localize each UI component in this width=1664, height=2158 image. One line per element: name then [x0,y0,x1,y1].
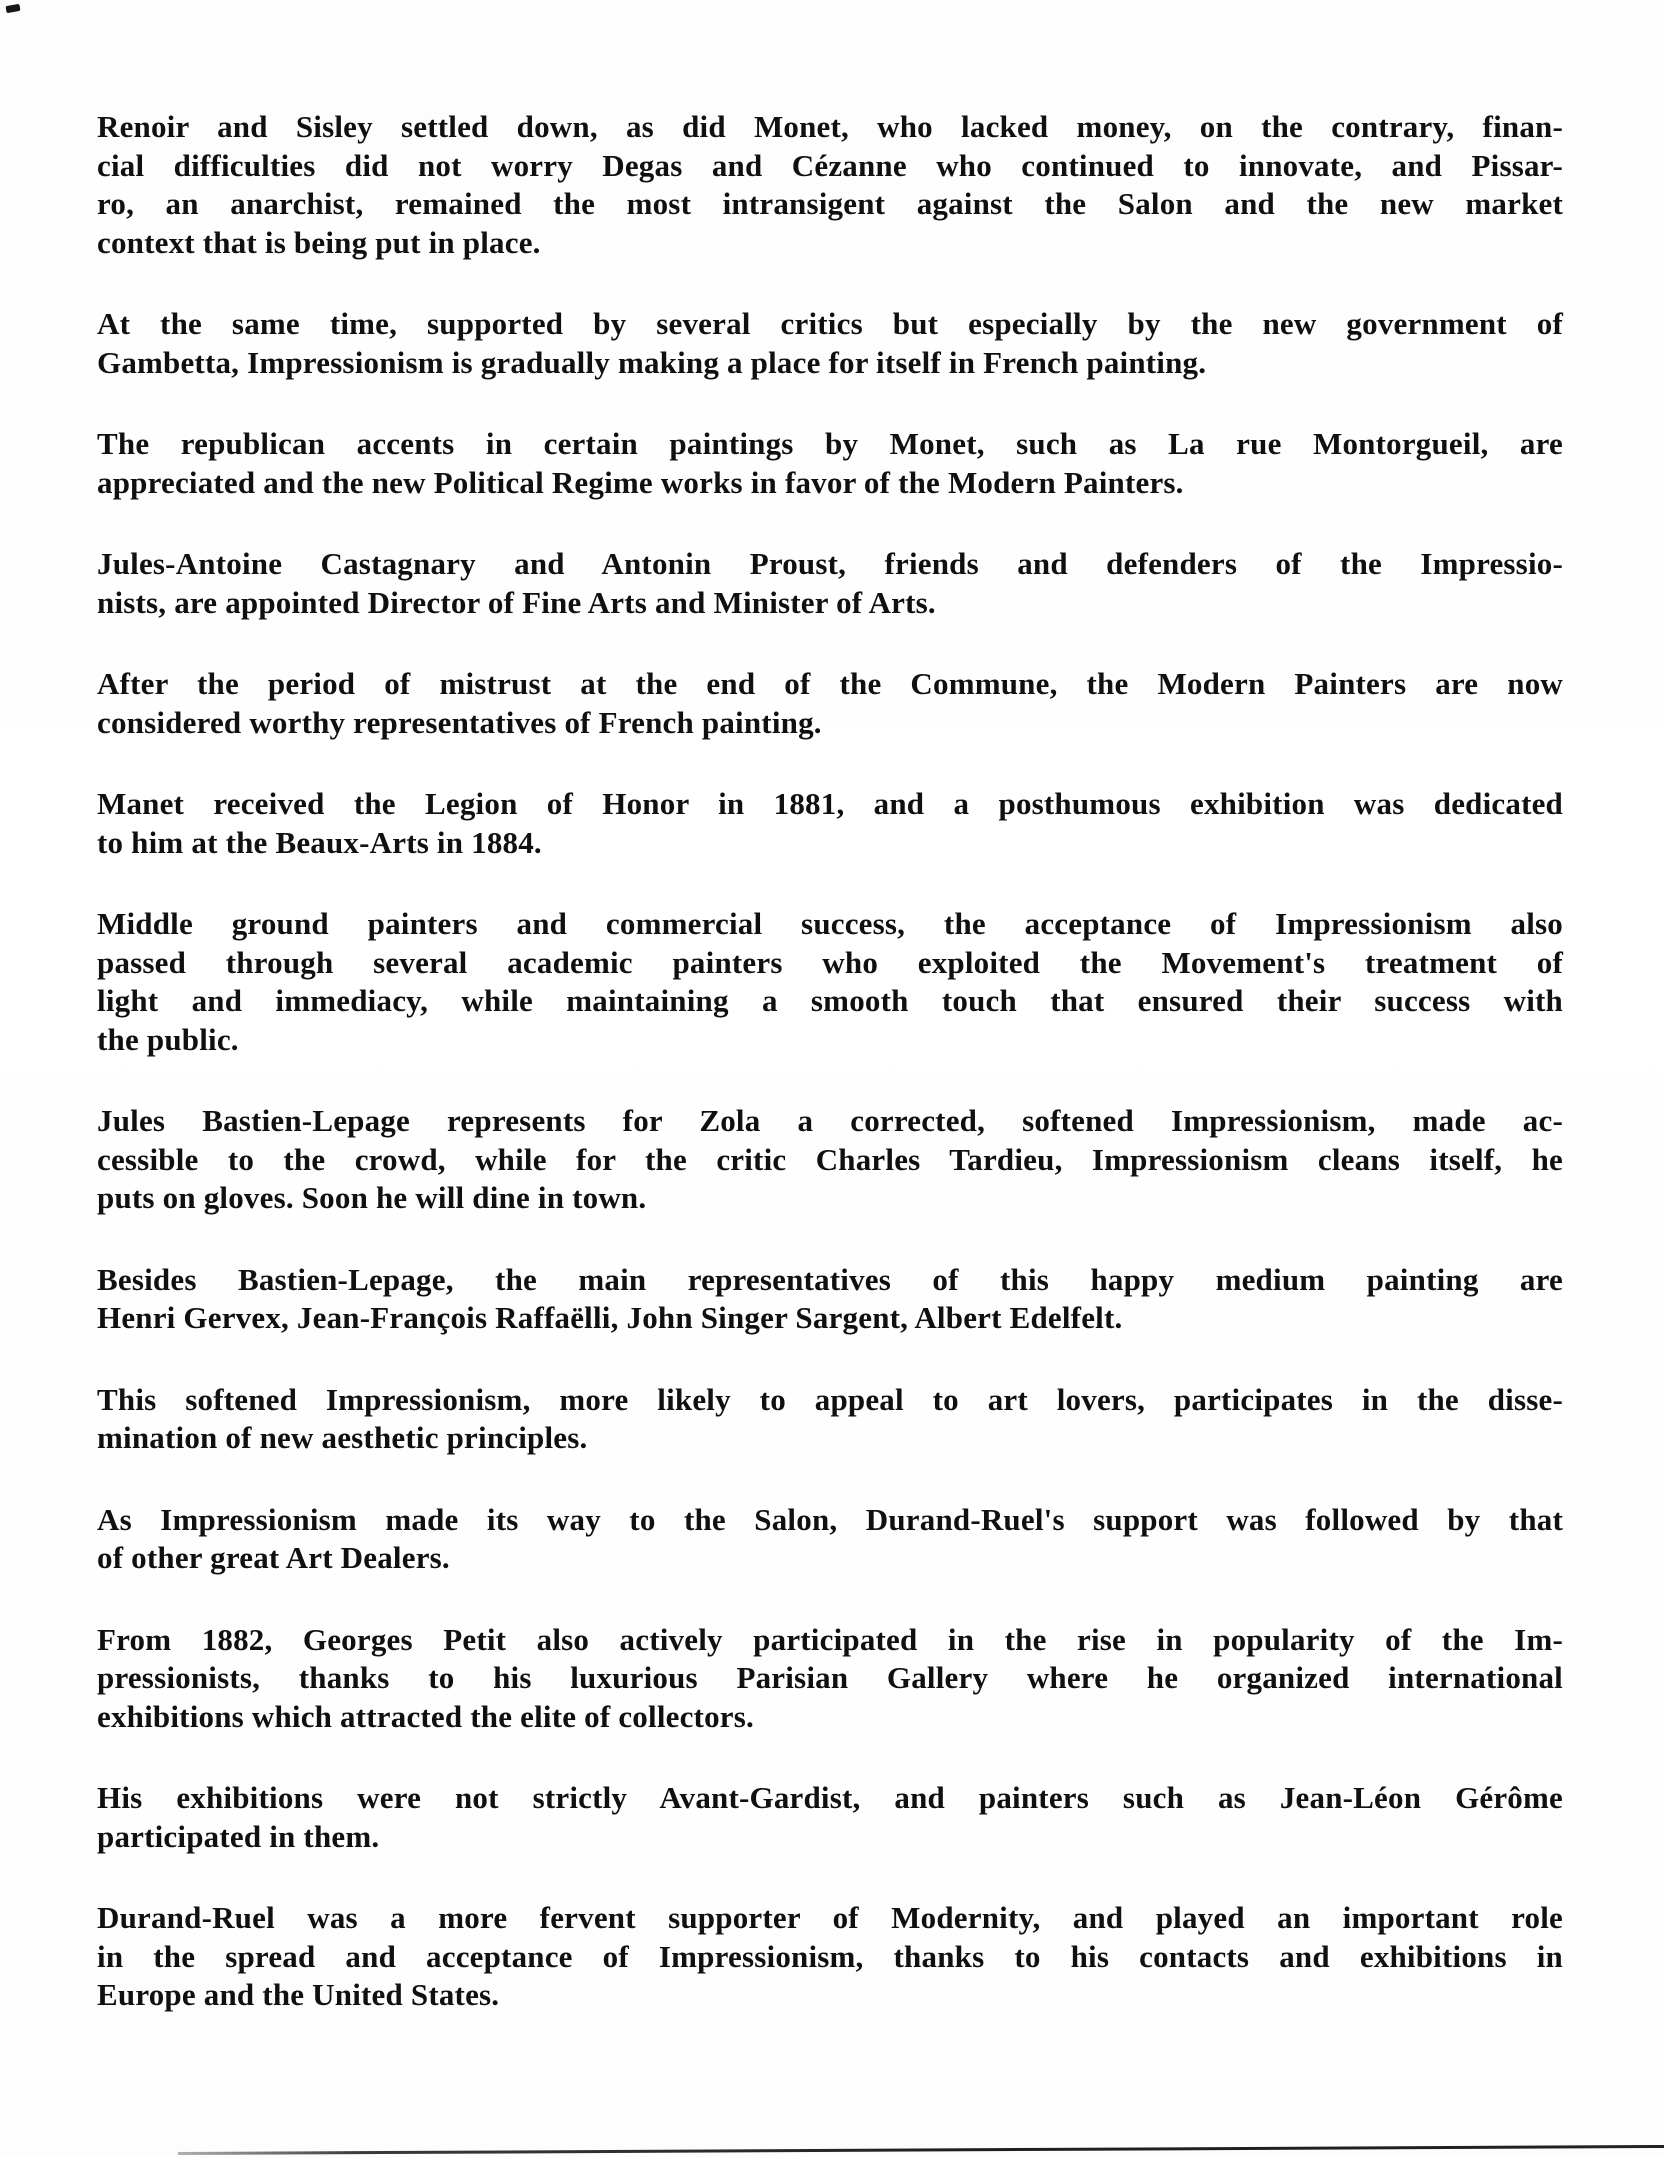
scan-mark-top-left [5,4,20,13]
text-line: context that is being put in place. [97,224,541,260]
text-line: to him at the Beaux-Arts in 1884. [97,824,542,860]
text-line: Jules-Antoine Castagnary and Antonin Proust, friends and defenders of the Impressio- [97,546,1563,581]
text-line: His exhibitions were not strictly Avant-Gardist, and painters such as Jean-Léon Gérôme [97,1780,1563,1815]
paragraph [97,425,1563,502]
text-line: After the period of mistrust at the end of the Commune, the Modern Painters are now [97,666,1563,701]
text-line: mination of new aesthetic principles. [97,1420,588,1455]
paragraph [97,1261,1563,1338]
paragraph [97,1621,1563,1737]
paragraph [97,1779,1563,1856]
text-line: cial difficulties did not worry Degas and Cézanne who continued to innovate, and Pissar- [97,147,1563,183]
paragraph [97,905,1563,1059]
text-line: As Impressionism made its way to the Salon, Durand-Ruel's support was followed by that [97,1501,1563,1537]
paragraph [97,545,1563,622]
text-line: Durand-Ruel was a more fervent supporter of Modernity, and played an important role [97,1900,1563,1935]
paragraph [97,305,1563,382]
text-line: ro, an anarchist, remained the most intransigent against the Salon and the new market [97,186,1563,221]
paragraph [97,108,1563,262]
text-line: light and immediacy, while maintaining a smooth touch that ensured their success with [97,983,1563,1018]
text-line: Gambetta, Impressionism is gradually making a place for itself in French painting. [97,344,1207,380]
text-line: the public. [97,1021,239,1057]
text-line: of other great Art Dealers. [97,1540,450,1575]
scan-line-bottom [178,2145,1664,2155]
document-body [97,108,1563,2058]
paragraph [97,665,1563,742]
text-line: nists, are appointed Director of Fine Arts and Minister of Arts. [97,584,936,620]
text-line: Manet received the Legion of Honor in 1881, and a posthumous exhibition was dedicated [97,786,1563,821]
text-line: From 1882, Georges Petit also actively participated in the rise in popularity of the Im- [97,1621,1563,1657]
text-line: cessible to the crowd, while for the critic Charles Tardieu, Impressionism cleans itself, he [97,1141,1563,1177]
text-line: Jules Bastien-Lepage represents for Zola a corrected, softened Impressionism, made ac- [97,1103,1563,1138]
text-line: Middle ground painters and commercial success, the acceptance of Impressionism also [97,906,1563,941]
text-line: exhibitions which attracted the elite of collectors. [97,1698,754,1734]
text-line: considered worthy representatives of French painting. [97,704,822,740]
text-line: pressionists, thanks to his luxurious Parisian Gallery where he organized international [97,1660,1563,1695]
text-line: Henri Gervex, Jean-François Raffaëlli, John Singer Sargent, Albert Edelfelt. [97,1300,1123,1335]
text-line: participated in them. [97,1818,380,1854]
text-line: Besides Bastien-Lepage, the main representatives of this happy medium painting are [97,1261,1563,1297]
paragraph [97,1899,1563,2015]
text-line: This softened Impressionism, more likely to appeal to art lovers, participates in the disse- [97,1381,1563,1417]
text-line: Europe and the United States. [97,1977,500,2012]
paragraph [97,1501,1563,1578]
text-line: At the same time, supported by several critics but especially by the new government of [97,306,1563,341]
paragraph [97,785,1563,862]
text-line: in the spread and acceptance of Impressionism, thanks to his contacts and exhibitions in [97,1938,1563,1974]
paragraph [97,1381,1563,1458]
text-line: Renoir and Sisley settled down, as did Monet, who lacked money, on the contrary, finan- [97,109,1563,144]
text-line: passed through several academic painters who exploited the Movement's treatment of [97,944,1563,980]
text-line: puts on gloves. Soon he will dine in town. [97,1180,647,1215]
text-line: The republican accents in certain paintings by Monet, such as La rue Montorgueil, are [97,426,1563,461]
paragraph [97,1102,1563,1218]
text-line: appreciated and the new Political Regime works in favor of the Modern Painters. [97,464,1184,500]
